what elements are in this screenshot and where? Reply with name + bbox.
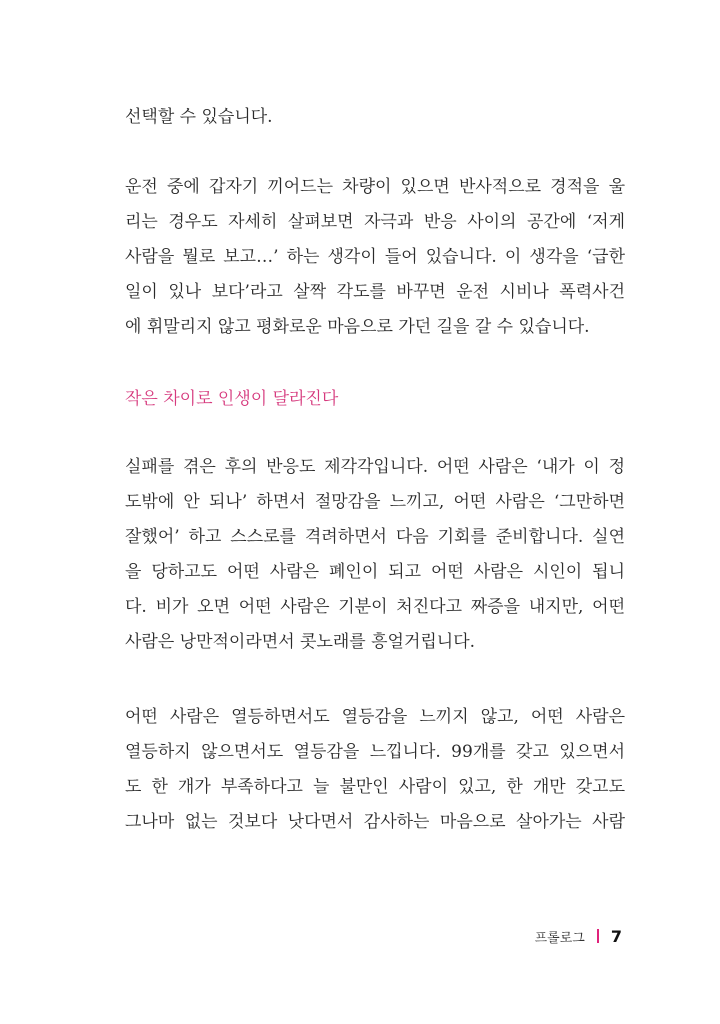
chapter-label: 프롤로그 — [534, 930, 585, 946]
paragraph-intro-end — [125, 100, 625, 135]
text-line: 일이 있나 보다’라고 살짝 각도를 바꾸면 운전 시비나 폭력사건 — [125, 282, 625, 302]
text-line: 도 한 개가 부족하다고 늘 불만인 사람이 있고, 한 개만 갖고도 — [125, 777, 625, 797]
section-heading: 작은 차이로 인생이 달라진다 — [125, 389, 339, 409]
paragraph-driving-example — [125, 170, 625, 345]
page-number: 7 — [610, 926, 622, 946]
text-line: 다. 비가 오면 어떤 사람은 기분이 처진다고 짜증을 내지만, 어떤 — [125, 597, 625, 617]
text-line: 운전 중에 갑자기 끼어드는 차량이 있으면 반사적으로 경적을 울 — [125, 177, 625, 197]
text-line: 을 당하고도 어떤 사람은 폐인이 되고 어떤 사람은 시인이 됩니 — [125, 562, 625, 582]
text-line: 선택할 수 있습니다. — [125, 107, 273, 127]
text-line: 실패를 겪은 후의 반응도 제각각입니다. 어떤 사람은 ‘내가 이 정 — [125, 457, 625, 477]
text-line: 잘했어’ 하고 스스로를 격려하면서 다음 기회를 준비합니다. 실연 — [125, 527, 625, 547]
text-line: 열등하지 않으면서도 열등감을 느낍니다. 99개를 갖고 있으면서 — [125, 742, 625, 762]
text-line: 그나마 없는 것보다 낫다면서 감사하는 마음으로 살아가는 사람 — [125, 812, 625, 832]
text-line: 도밖에 안 되나’ 하면서 절망감을 느끼고, 어떤 사람은 ‘그만하면 — [125, 492, 625, 512]
paragraph-inferiority — [125, 700, 625, 840]
text-line: 어떤 사람은 열등하면서도 열등감을 느끼지 않고, 어떤 사람은 — [125, 707, 625, 727]
text-line: 사람을 뭘로 보고…’ 하는 생각이 들어 있습니다. 이 생각을 ‘급한 — [125, 247, 625, 267]
text-line: 리는 경우도 자세히 살펴보면 자극과 반응 사이의 공간에 ‘저게 — [125, 212, 625, 232]
paragraph-failure-reactions — [125, 450, 625, 660]
footer-divider — [597, 929, 599, 943]
text-line: 사람은 낭만적이라면서 콧노래를 흥얼거립니다. — [125, 632, 476, 652]
text-line: 에 휘말리지 않고 평화로운 마음으로 가던 길을 갈 수 있습니다. — [125, 317, 590, 337]
page-footer — [535, 921, 622, 951]
